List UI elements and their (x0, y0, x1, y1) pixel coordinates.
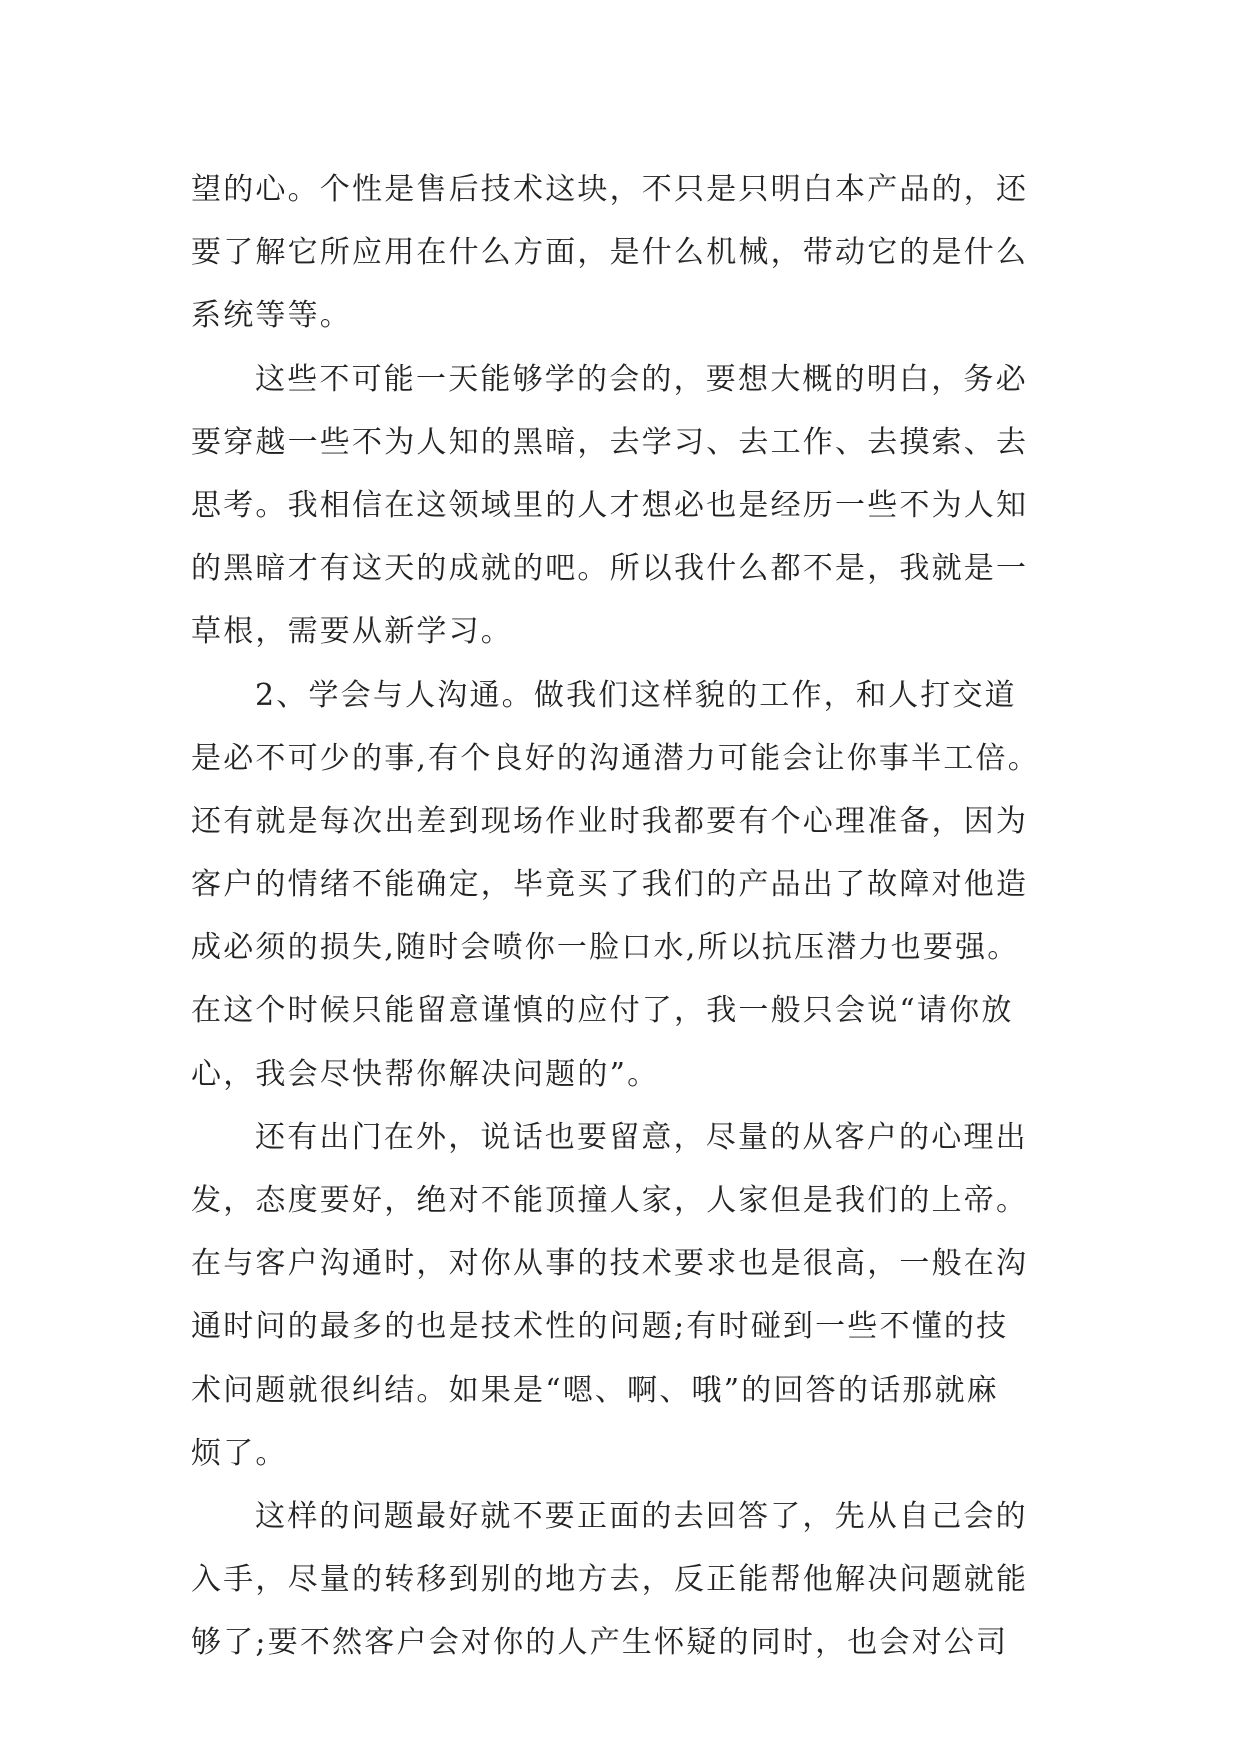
text-line: 在与客户沟通时，对你从事的技术要求也是很高，一般在沟 (191, 1246, 1029, 1282)
text-line: 入手，尽量的转移到别的地方去，反正能帮他解决问题就能 (191, 1562, 1029, 1598)
text-line: 发，态度要好，绝对不能顶撞人家，人家但是我们的上帝。 (191, 1183, 1029, 1218)
text-line: 客户的情绪不能确定，毕竟买了我们的产品出了故障对他造 (191, 867, 1029, 903)
paragraph-first-line: 2、学会与人沟通。做我们这样貌的工作，和人打交道 (255, 677, 1017, 713)
text-line: 是必不可少的事,有个良好的沟通潜力可能会让你事半工倍。 (191, 740, 1040, 776)
paragraph-first-line: 这些不可能一天能够学的会的，要想大概的明白，务必 (255, 361, 1028, 397)
text-line: 要穿越一些不为人知的黑暗，去学习、去工作、去摸索、去 (191, 424, 1029, 460)
text-line: 还有就是每次出差到现场作业时我都要有个心理准备，因为 (191, 803, 1029, 839)
text-line: 够了;要不然客户会对你的人产生怀疑的同时，也会对公司 (191, 1625, 1009, 1661)
text-line: 望的心。个性是售后技术这块，不只是只明白本产品的，还 (191, 172, 1029, 207)
text-line: 草根，需要从新学习。 (191, 614, 513, 650)
text-line: 术问题就很纠结。如果是“嗯、啊、哦”的回答的话那就麻 (191, 1372, 999, 1408)
text-line: 心，我会尽快帮你解决问题的”。 (191, 1056, 660, 1092)
text-line: 通时问的最多的也是技术性的问题;有时碰到一些不懂的技 (191, 1309, 1009, 1345)
text-line: 系统等等。 (191, 298, 352, 334)
text-line: 要了解它所应用在什么方面，是什么机械，带动它的是什么 (191, 235, 1029, 271)
text-line: 在这个时候只能留意谨慎的应付了，我一般只会说“请你放 (191, 993, 1014, 1029)
text-line: 烦了。 (191, 1435, 288, 1471)
paragraph-first-line: 这样的问题最好就不要正面的去回答了，先从自己会的 (255, 1498, 1028, 1534)
body-text (191, 158, 1071, 1675)
text-line: 思考。我相信在这领域里的人才想必也是经历一些不为人知 (191, 487, 1029, 523)
text-line: 的黑暗才有这天的成就的吧。所以我什么都不是，我就是一 (191, 551, 1029, 587)
paragraph-first-line: 还有出门在外，说话也要留意，尽量的从客户的心理出 (255, 1119, 1028, 1155)
text-line: 成必须的损失,随时会喷你一脸口水,所以抗压潜力也要强。 (191, 930, 1020, 966)
